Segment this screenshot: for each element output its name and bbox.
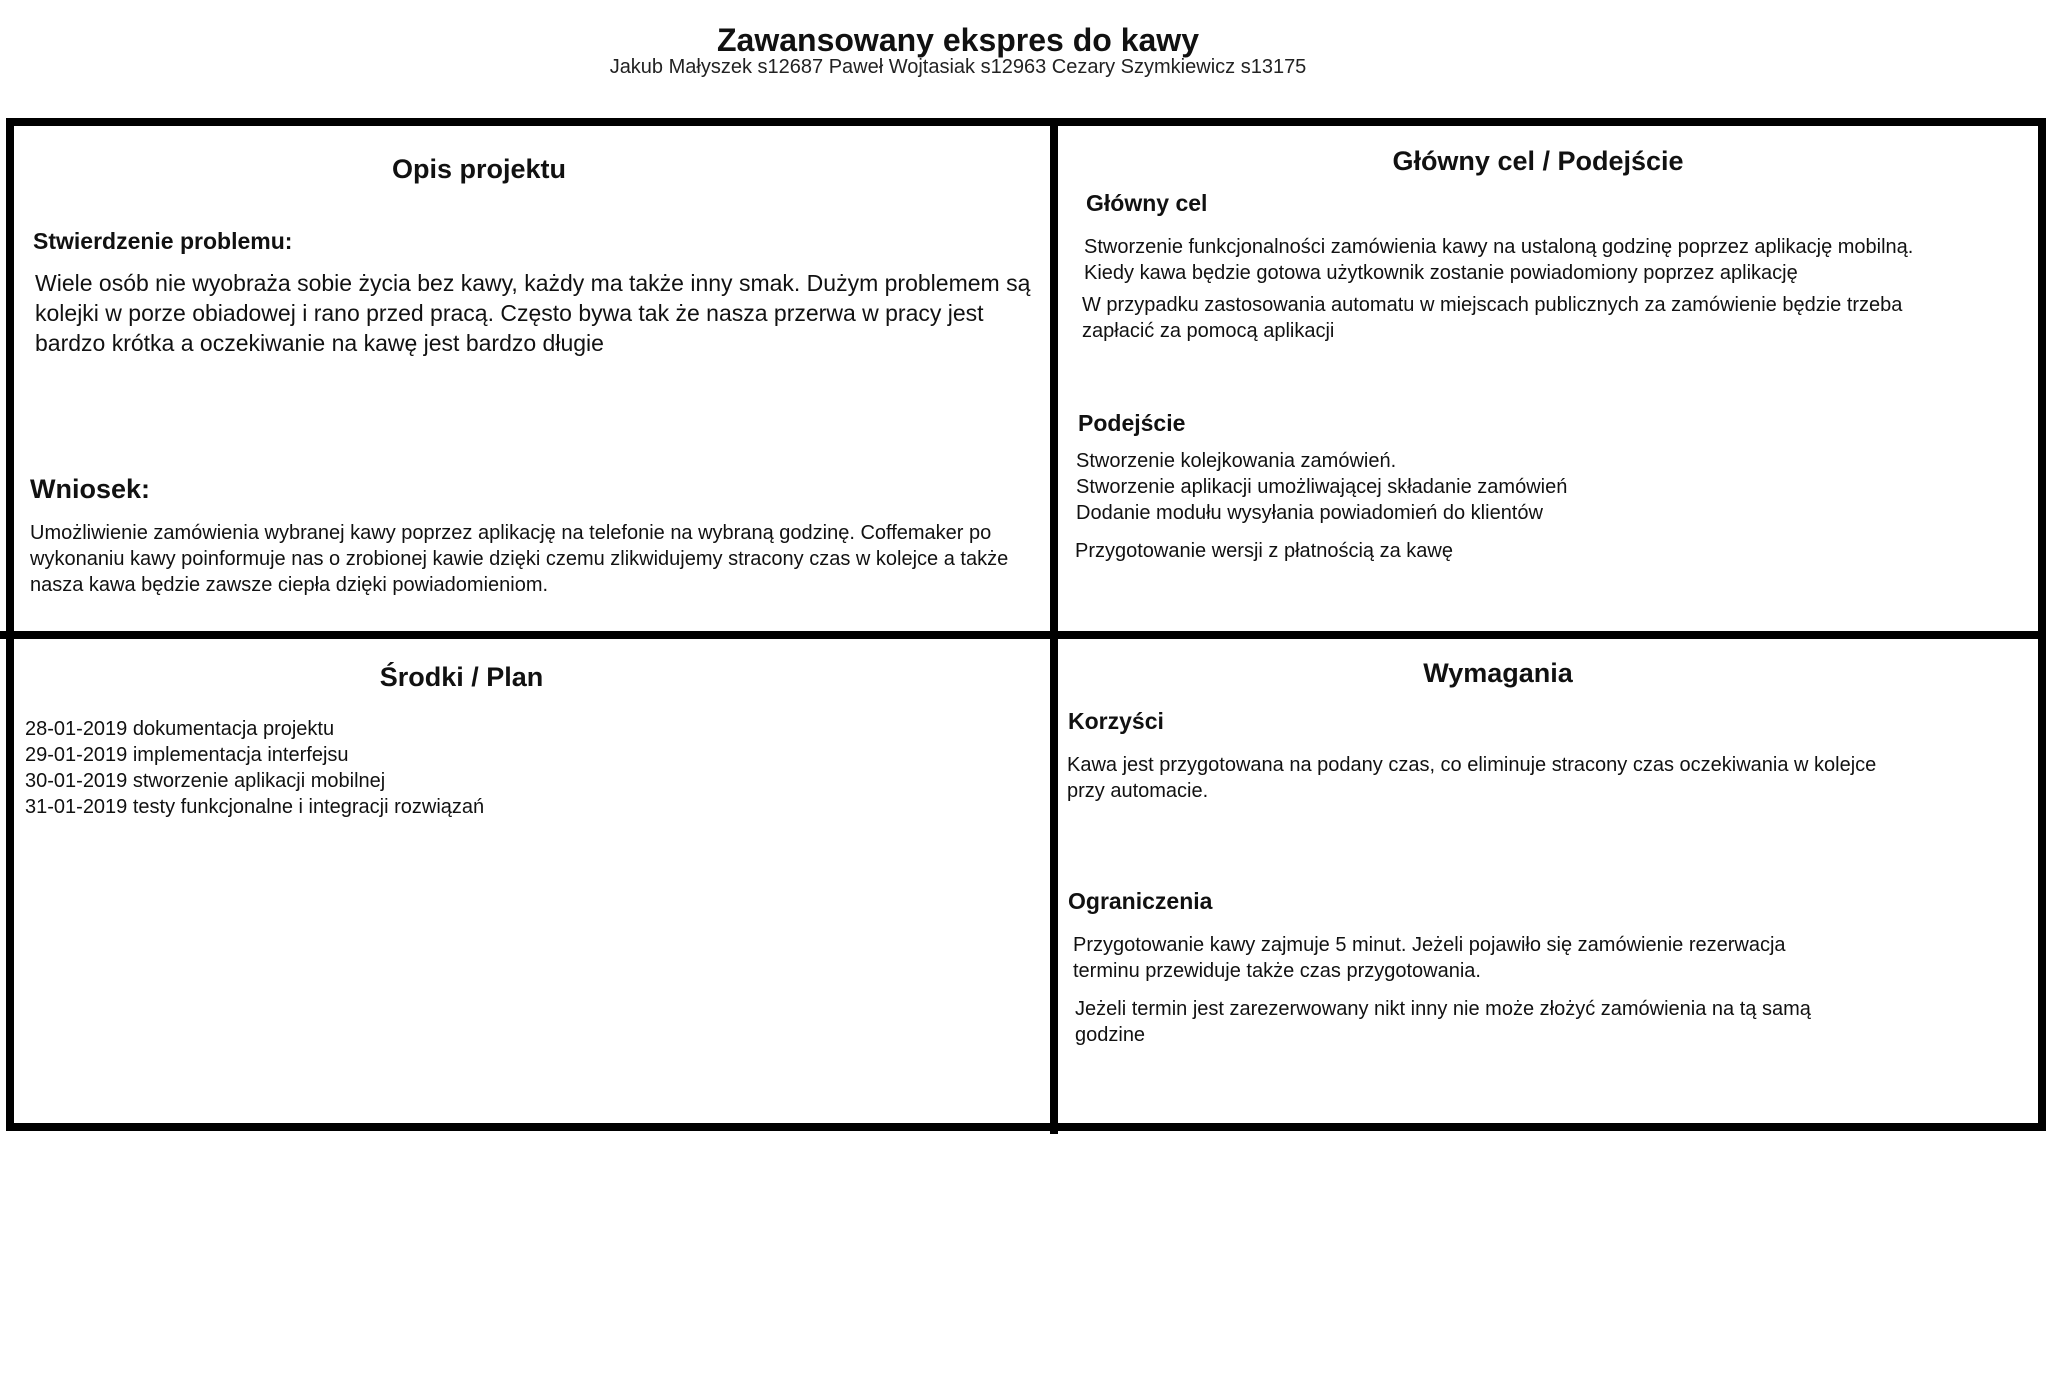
approach-extra: Przygotowanie wersji z płatnością za kawę	[1075, 540, 1453, 562]
frame-bottom-line	[6, 1123, 2046, 1131]
approach-item: Stworzenie kolejkowania zamówień.	[1076, 450, 1397, 472]
approach-list	[1076, 448, 1567, 526]
benefits-heading: Korzyści	[1068, 708, 1164, 734]
benefits-text: Kawa jest przygotowana na podany czas, co eliminuje stracony czas oczekiwania w kolejce przy automacie.	[1067, 754, 1877, 802]
problem-text: Wiele osób nie wyobraża sobie życia bez kawy, każdy ma także inny smak. Dużym problemem są kolejki w porze obiadowej i rano przed pracą. Często bywa tak że nasza przerwa w pracy jest bardzo krótka a oczekiwanie na kawę jest bardzo długie	[35, 270, 1031, 356]
limits-heading: Ograniczenia	[1068, 888, 1213, 914]
plan-item: 31-01-2019 testy funkcjonalne i integracji rozwiązań	[25, 796, 485, 818]
frame-middle-line	[0, 631, 2046, 639]
approach-heading: Podejście	[1078, 410, 1186, 436]
plan-item: 28-01-2019 dokumentacja projektu	[25, 718, 335, 740]
page-title: Zawansowany ekspres do kawy	[717, 22, 1199, 58]
plan-item: 29-01-2019 implementacja interfejsu	[25, 744, 349, 766]
frame-center-line	[1050, 118, 1058, 1134]
goal-text-2: W przypadku zastosowania automatu w miejscach publicznych za zamówienie będzie trzeba zapłacić za pomocą aplikacji	[1082, 294, 1903, 342]
conclusion-heading: Wniosek:	[30, 474, 151, 504]
conclusion-text: Umożliwienie zamówienia wybranej kawy poprzez aplikację na telefonie na wybraną godzinę. Coffemaker po wykonaniu kawy poinformuje nas o zrobionej kawie dzięki czemu zlikwidujemy stracony czas w kolejce a także nasza kawa będzie zawsze ciepła dzięki powiadomieniom.	[30, 522, 1009, 596]
frame-left-line	[6, 118, 14, 1131]
goal-heading: Główny cel	[1086, 190, 1208, 216]
limits-text-2: Jeżeli termin jest zarezerwowany nikt inny nie może złożyć zamówienia na tą samą godzine	[1075, 998, 1811, 1046]
plan-item: 30-01-2019 stworzenie aplikacji mobilnej	[25, 770, 386, 792]
approach-item: Dodanie modułu wysyłania powiadomień do klientów	[1076, 502, 1543, 524]
goal-text-1: Stworzenie funkcjonalności zamówienia kawy na ustaloną godzinę poprzez aplikację mobilną. Kiedy kawa będzie gotowa użytkownik zostanie powiadomiony poprzez aplikację	[1084, 236, 1914, 284]
authors-line: Jakub Małyszek s12687 Paweł Wojtasiak s12963 Cezary Szymkiewicz s13175	[609, 56, 1307, 78]
cel-heading: Główny cel / Podejście	[1392, 146, 1684, 176]
limits-text-1: Przygotowanie kawy zajmuje 5 minut. Jeżeli pojawiło się zamówienie rezerwacja terminu przewiduje także czas przygotowania.	[1073, 934, 1786, 982]
plan-list	[25, 716, 484, 820]
approach-item: Stworzenie aplikacji umożliwającej składanie zamówień	[1076, 476, 1568, 498]
wymagania-heading: Wymagania	[1423, 658, 1573, 688]
problem-heading: Stwierdzenie problemu:	[33, 228, 293, 254]
plan-heading: Środki / Plan	[379, 662, 544, 692]
frame-top-line	[6, 118, 2046, 126]
frame-right-line	[2038, 118, 2046, 1131]
opis-heading: Opis projektu	[391, 154, 567, 184]
